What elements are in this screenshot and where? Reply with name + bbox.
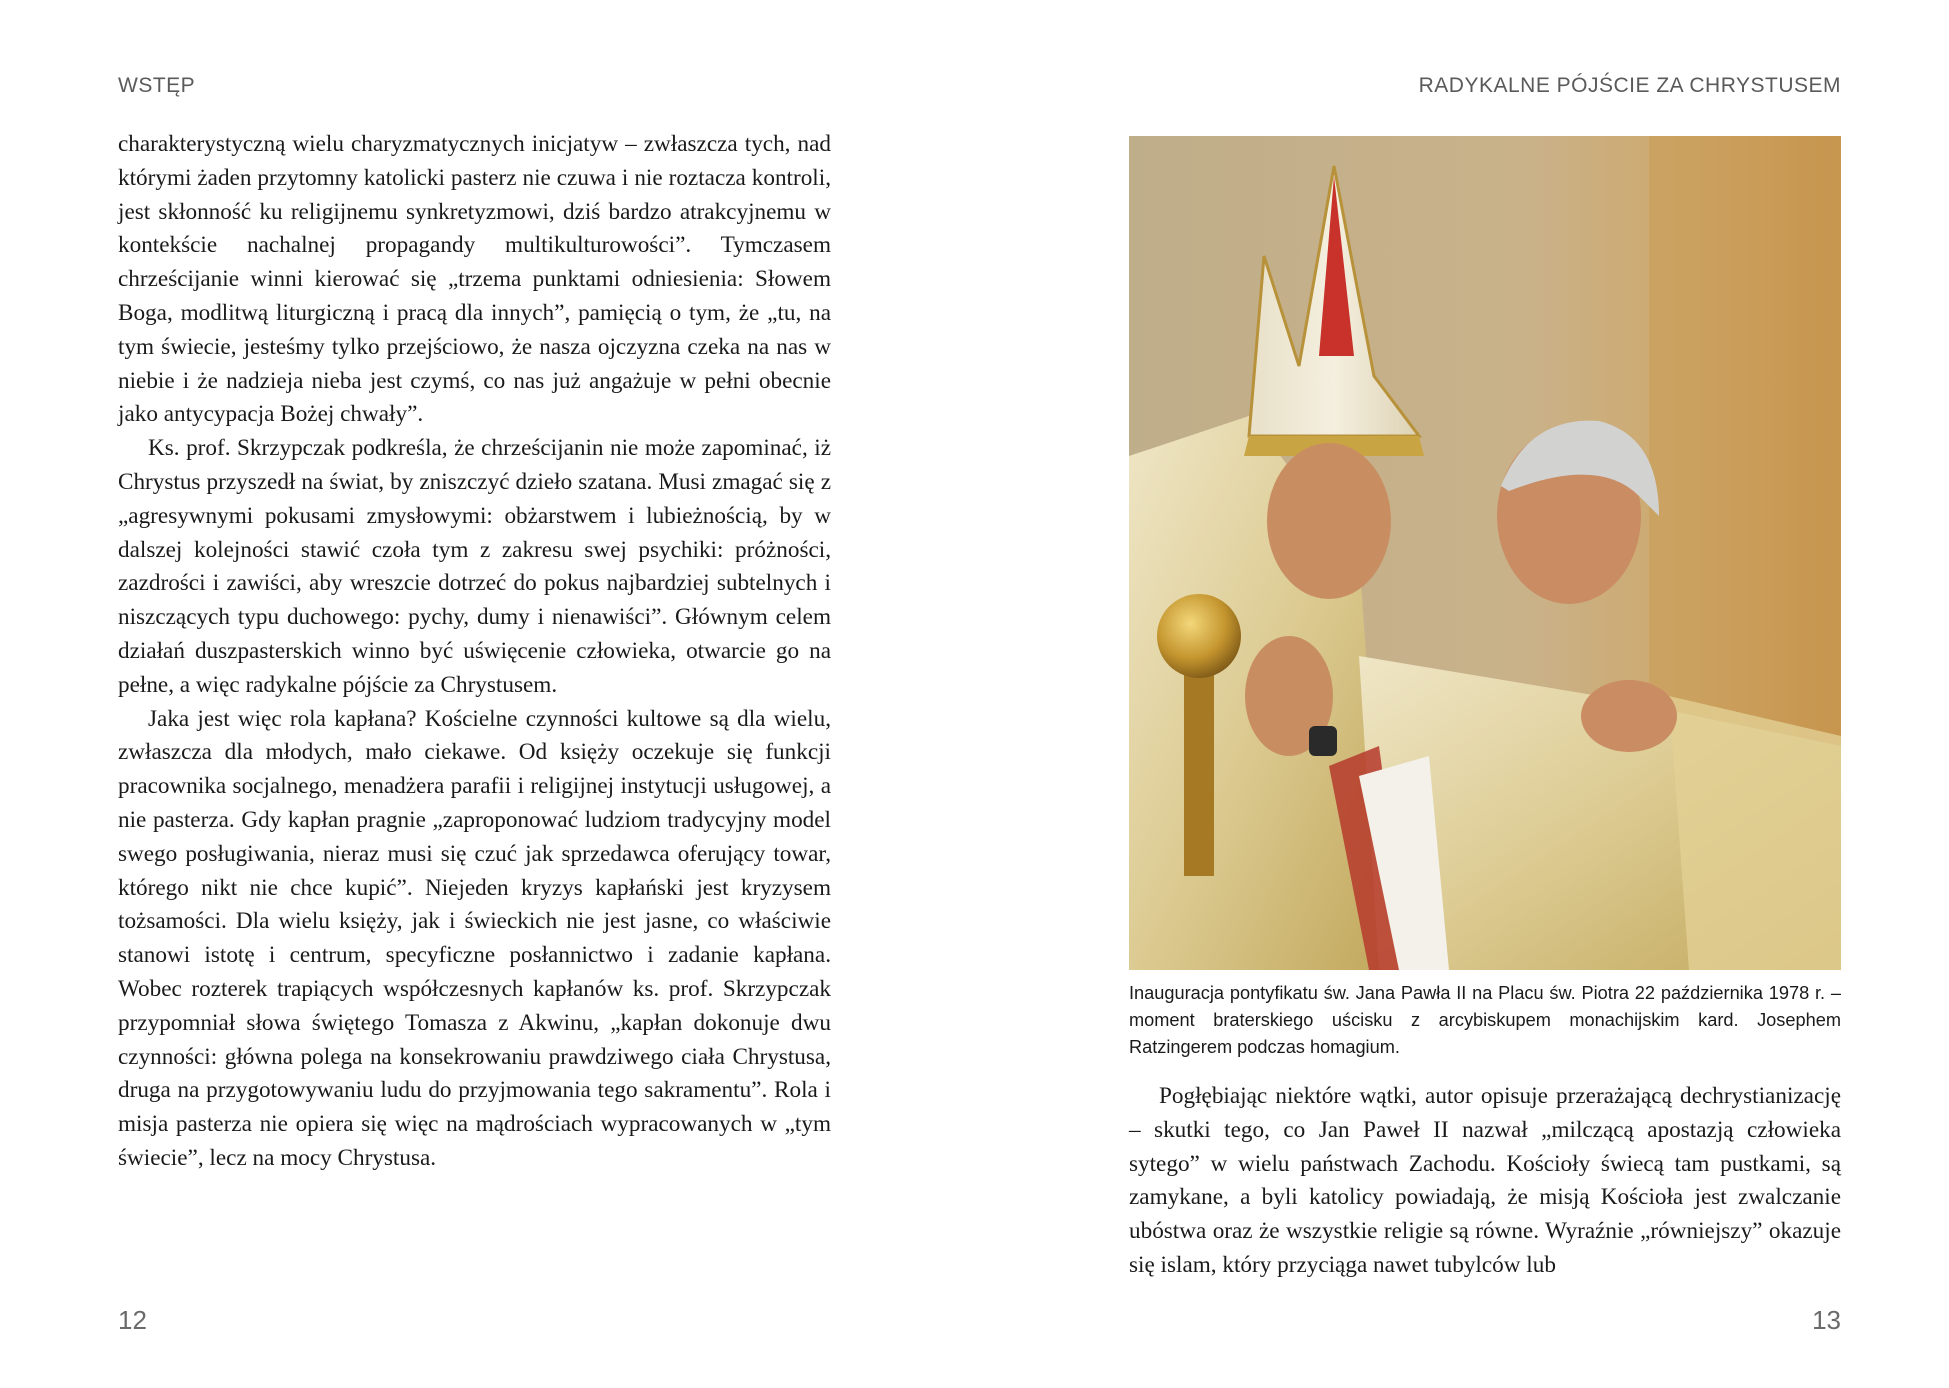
page-number: 12	[118, 1305, 147, 1335]
running-head: RADYKALNE PÓJŚCIE ZA CHRYSTUSEM	[1418, 74, 1841, 97]
body-text	[118, 128, 831, 1176]
photograph	[1129, 136, 1841, 970]
right-page	[974, 0, 1949, 1388]
paragraph: Ks. prof. Skrzypczak podkreśla, że chrześcijanin nie może zapominać, iż Chrystus przyszedł na świat, by zniszczyć dzieło szatana. Musi zmagać się z „agresywnymi pokusami zmysłowymi: obżarstwem i lubieżnością, by w dalszej kolejności stawić czoła tym z zakresu swej psychiki: próżności, zazdrości i zawiści, aby wreszcie dotrzeć do pokus najbardziej subtelnych i niszczących typu duchowego: pychy, dumy i nienawiści”. Głównym celem działań duszpasterskich winno być uświęcenie człowieka, otwarcie go na pełne, a więc radykalne pójście za Chrystusem.	[118, 435, 831, 698]
paragraph: Pogłębiając niektóre wątki, autor opisuje przerażającą dechrystianizację – skutki tego, co Jan Paweł II nazwał „milczącą apostazją człowieka sytego” w wielu państwach Zachodu. Kościoły świecą tam pustkami, są zamykane, a byli katolicy powiadają, że misją Kościoła jest zwalczanie ubóstwa oraz że wszystkie religie są równe. Wyraźnie „równiejszy” okazuje się islam, który przyciąga nawet tubylców lub	[1129, 1083, 1841, 1278]
body-text	[1129, 1080, 1841, 1283]
left-page	[0, 0, 974, 1388]
paragraph: Jaka jest więc rola kapłana? Kościelne czynności kultowe są dla wielu, zwłaszcza dla młodych, mało ciekawe. Od księży oczekuje się funkcji pracownika socjalnego, menadżera parafii i religijnej instytucji usługowej, a nie pasterza. Gdy kapłan pragnie „zaproponować ludziom tradycyjny model swego posługiwania, nieraz musi się czuć jak sprzedawca oferujący towar, którego nikt nie chce kupić”. Niejeden kryzys kapłański jest kryzysem tożsamości. Dla wielu księży, jak i świeckich nie jest jasne, co właściwie stanowi istotę i centrum, specyficzne posłannictwo i zadanie kapłana. Wobec rozterek trapiących współczesnych kapłanów ks. prof. Skrzypczak przypomniał słowa świętego Tomasza z Akwinu, „kapłan dokonuje dwu czynności: główna polega na konsekrowaniu prawdziwego ciała Chrystusa, druga na przygotowywaniu ludu do przyjmowania tego sakramentu”. Rola i misja pasterza nie opiera się więc na mądrościach wypracowanych w „tym świecie”, lecz na mocy Chrystusa.	[118, 705, 831, 1171]
running-head: WSTĘP	[118, 74, 196, 97]
photo-caption: Inauguracja pontyfikatu św. Jana Pawła II na Placu św. Piotra 22 października 1978 r. – moment braterskiego uścisku z arcybiskupem monachijskim kard. Josephem Ratzingerem podczas homagium.	[1129, 983, 1841, 1057]
paragraph: charakterystyczną wielu charyzmatycznych inicjatyw – zwłaszcza tych, nad którymi żaden przytomny katolicki pasterz nie czuwa i nie roztacza kontroli, jest skłonność ku religijnemu synkretyzmowi, dziś bardzo atrakcyjnemu w kontekście nachalnej propagandy multikulturowości”. Tymczasem chrześcijanie winni kierować się „trzema punktami odniesienia: Słowem Boga, modlitwą liturgiczną i pracą dla innych”, pamięcią o tym, że „tu, na tym świecie, jesteśmy tylko przejściowo, że nasza ojczyzna czeka na nas w niebie i że nadzieja nieba jest czymś, co nas już angażuje w pełni obecnie jako antycypacja Bożej chwały”.	[118, 131, 831, 428]
page-number: 13	[1812, 1305, 1841, 1335]
